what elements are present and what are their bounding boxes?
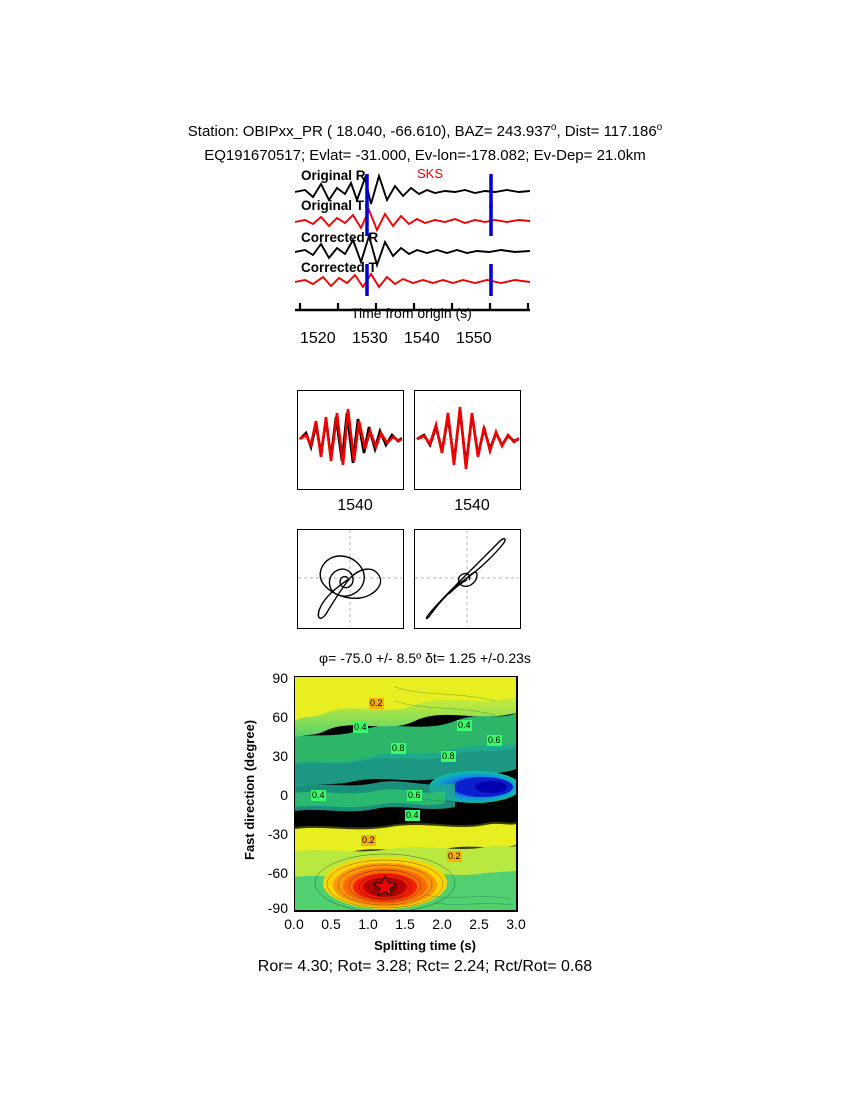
ytick-m60: -60 bbox=[267, 865, 288, 881]
particle-wave-box-right bbox=[414, 390, 521, 490]
degree-sup-2: o bbox=[656, 122, 663, 133]
contour-label-4: 0.6 bbox=[488, 735, 501, 745]
small-panel-label-right: 1540 bbox=[454, 497, 490, 514]
sks-phase-label: SKS bbox=[417, 166, 444, 181]
particle-motion-corrected bbox=[415, 530, 519, 627]
time-tick-1520: 1520 bbox=[300, 330, 336, 347]
small-panel-label-left: 1540 bbox=[337, 497, 373, 514]
contour-y-axis-label: Fast direction (degree) bbox=[242, 719, 257, 860]
contour-label-11: 0.2 bbox=[448, 851, 461, 861]
contour-label-8: 0.6 bbox=[408, 790, 421, 800]
trace-label-corrected-r: Corrected R bbox=[301, 230, 379, 245]
contour-label-9: 0.4 bbox=[406, 810, 419, 820]
header-dist-info: , Dist= 117.186 bbox=[556, 123, 657, 140]
figure-header bbox=[0, 116, 850, 168]
time-tick-1550: 1550 bbox=[456, 330, 492, 347]
contour-label-5: 0.8 bbox=[392, 743, 405, 753]
xtick-20: 2.0 bbox=[432, 916, 452, 932]
xtick-00: 0.0 bbox=[284, 916, 304, 932]
time-tick-1540: 1540 bbox=[404, 330, 440, 347]
header-line-2: EQ191670517; Evlat= -31.000, Ev-lon=-178.082; Ev-Dep= 21.0km bbox=[204, 147, 646, 164]
contour-label-7: 0.4 bbox=[312, 790, 325, 800]
particle-motion-box-corrected bbox=[414, 529, 521, 629]
trace-label-original-t: Original T bbox=[301, 198, 365, 213]
error-surface-contours bbox=[295, 677, 516, 910]
header-line-1 bbox=[0, 116, 850, 144]
time-tick-1530: 1530 bbox=[352, 330, 388, 347]
error-surface-plot bbox=[294, 676, 518, 912]
particle-motion-uncorrected bbox=[298, 530, 402, 627]
ytick-30: 30 bbox=[272, 748, 288, 764]
trace-label-original-r: Original R bbox=[301, 168, 366, 183]
ytick-0: 0 bbox=[280, 787, 288, 803]
ytick-m90: -90 bbox=[267, 900, 288, 916]
contour-label-10: 0.2 bbox=[362, 835, 375, 845]
contour-label-3: 0.4 bbox=[458, 720, 471, 730]
particle-wave-box-left bbox=[297, 390, 404, 490]
contour-label-1: 0.2 bbox=[370, 698, 383, 708]
wave-compare-left bbox=[298, 391, 402, 488]
xtick-30: 3.0 bbox=[506, 916, 526, 932]
header-station-info: Station: OBIPxx_PR ( 18.040, -66.610), BAZ= 243.937 bbox=[187, 123, 551, 140]
waveform-panel bbox=[295, 166, 530, 315]
xtick-10: 1.0 bbox=[358, 916, 378, 932]
xtick-15: 1.5 bbox=[395, 916, 415, 932]
xtick-25: 2.5 bbox=[469, 916, 489, 932]
time-axis-title: Time from origin (s) bbox=[351, 305, 472, 321]
ytick-90: 90 bbox=[272, 670, 288, 686]
quality-metrics-footer: Ror= 4.30; Rot= 3.28; Rct= 2.24; Rct/Rot= 0.68 bbox=[257, 958, 593, 975]
wave-compare-right bbox=[415, 391, 519, 488]
trace-label-corrected-t: Corrected T bbox=[301, 260, 377, 275]
splitting-result-title: φ= -75.0 +/- 8.5º δt= 1.25 +/-0.23s bbox=[319, 650, 531, 666]
degree-sup-1: o bbox=[550, 122, 557, 133]
contour-x-axis-label: Splitting time (s) bbox=[374, 938, 476, 953]
contour-label-2: 0.4 bbox=[354, 722, 367, 732]
ytick-60: 60 bbox=[272, 709, 288, 725]
particle-motion-box-uncorrected bbox=[297, 529, 404, 629]
ytick-m30: -30 bbox=[267, 826, 288, 842]
xtick-05: 0.5 bbox=[321, 916, 341, 932]
contour-label-6: 0.8 bbox=[442, 751, 455, 761]
